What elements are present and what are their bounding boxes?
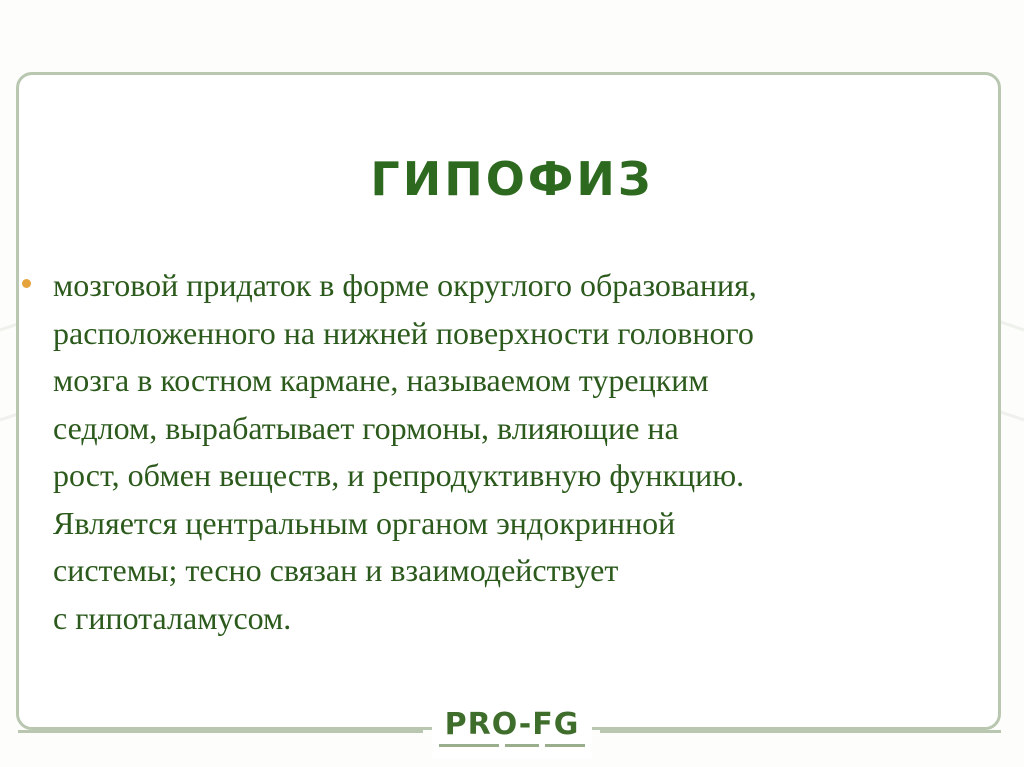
- brand-logo: [432, 709, 592, 759]
- logo-text: PRO-FG: [444, 707, 580, 742]
- bullet-icon: [22, 279, 31, 288]
- body-line: Является центральным органом эндокринной: [53, 504, 676, 541]
- body-list: [22, 262, 982, 642]
- slide-title: ГИПОФИЗ: [370, 152, 654, 206]
- footer-divider-left: [18, 730, 423, 733]
- slide-footer: [0, 704, 1024, 760]
- body-line: расположенного на нижней поверхности головного: [53, 314, 754, 351]
- body-line: мозга в костном кармане, называемом турецким: [53, 362, 709, 398]
- logo-tagline-graphic: [439, 743, 585, 749]
- body-line: рост, обмен веществ, и репродуктивную функцию.: [53, 457, 745, 493]
- body-line: с гипоталамусом.: [53, 599, 292, 636]
- body-line: системы; тесно связан и взаимодействует: [53, 552, 619, 588]
- body-line: мозговой придаток в форме округлого образования,: [53, 267, 757, 303]
- footer-divider-right: [600, 730, 1001, 733]
- body-line: седлом, вырабатывает гормоны, влияющие на: [53, 409, 679, 446]
- body-list-item: [22, 262, 982, 642]
